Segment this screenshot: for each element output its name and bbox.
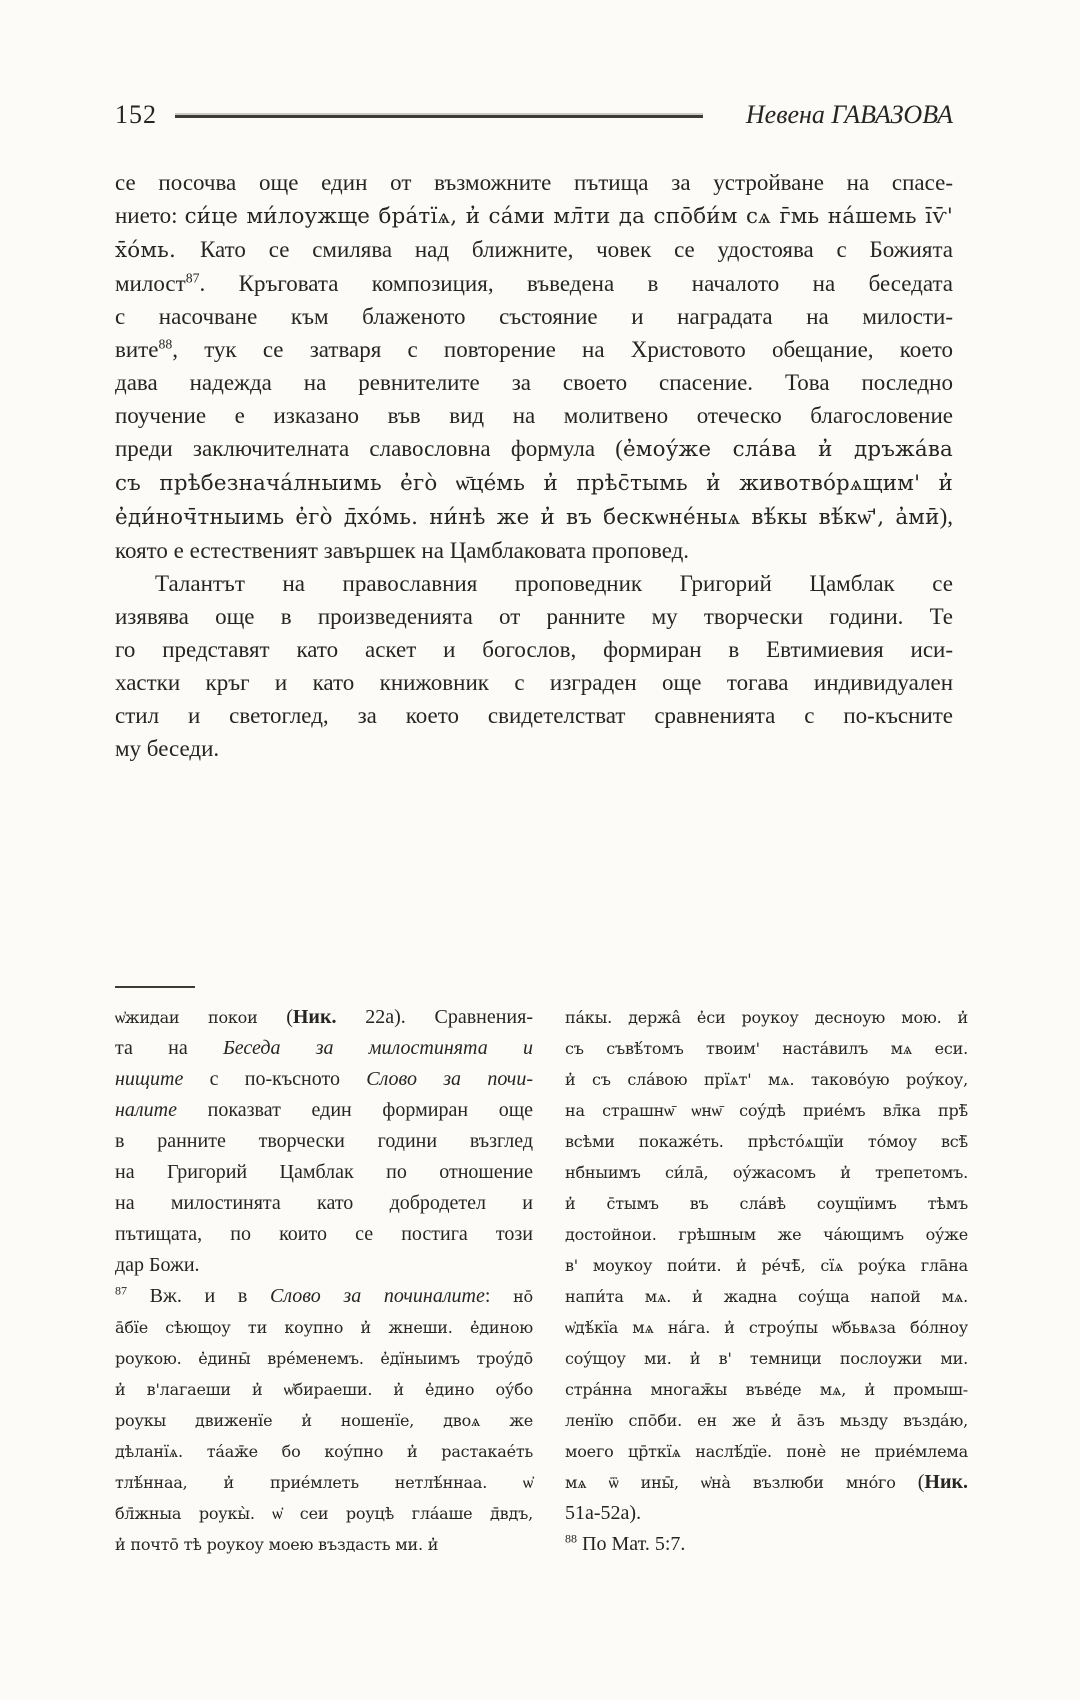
footnote-line: соу́щоу ми. и̓ в' темници послоужи ми.: [565, 1349, 968, 1368]
page-header: [115, 100, 953, 130]
footnote-line: ѡ̓дѣ́кїа мѧ на́га. и̓ строу́пы ѡ̓бьвѧза бо́лноу: [565, 1318, 968, 1337]
footnote-line: в' моукоу пои́ти. и̓ ре́чѣ̄, сїѧ роу́ка гла̄на: [565, 1256, 968, 1275]
footnote-line: $^{88}$ По Мат. 5:7.: [565, 1531, 686, 1555]
header-rule: [175, 115, 703, 118]
footnote-line: дар Божи.: [115, 1254, 200, 1276]
footnote-line: па́кы. держа̂ е̓си роукоу десноую мою. и̓: [565, 1008, 968, 1027]
body-text-line: му беседи.: [115, 736, 220, 761]
footnote-line: 51а-52а).: [565, 1502, 642, 1524]
footnote-line: в ранните творчески години възглед: [115, 1130, 533, 1152]
body-text-line: го представят като аскет и богослов, формиран в Евтимиевия иси-: [115, 637, 953, 662]
body-text-line: която е естественият завършек на Цамблаковата проповед.: [115, 538, 690, 563]
footnote-line: нб̄ныимъ си́ла̄, оу́жасомъ и̓ трепетомъ.: [565, 1163, 968, 1182]
footnote-line: ѡ̓жидаи покои (Ник. 22а). Сравнения-: [115, 1006, 533, 1028]
body-text-line: вите$^{88}$, тук се затваря с повторение на Христовото обещание, което: [115, 336, 953, 362]
footnote-line: та на Беседа за милостинята и: [115, 1037, 533, 1059]
footnote-rule: [115, 986, 195, 988]
body-text-line: Талантът на православния проповедник Григорий Цамблак се: [155, 571, 953, 596]
footnote-line: и̓ с̄тымъ въ сла́вѣ соущїимъ тѣмъ: [565, 1194, 968, 1213]
running-head-author: Невена ГАВАЗОВА: [745, 100, 953, 129]
footnote-left-lines: [115, 1002, 533, 1560]
body-text-line: е̓ди́ноч̄тныимь е̓го̀ д̄хо́мь. ни́нѣ же и̓ въ бескѡне́ныѧ вѣ́кы вѣ́кѡ̄', а̓мӣ),: [115, 504, 953, 530]
footnote-line: достойнои. грѣшным же ча́ющимъ оу́же: [565, 1225, 968, 1244]
footnote-line: мѧ ѿ ины̄, ѡ̓на̀ възлюби мно́го (Ник.: [565, 1471, 968, 1493]
footnote-line: съ съвѣ́томъ твоим' наста́вилъ мѧ еси.: [565, 1039, 968, 1058]
body-text-line: съ прѣбезнача́лныимь е̓го̀ ѡ̄це́мь и̓ прѣс̄тымь и̓ животво́рѧщим' и̓: [115, 471, 953, 496]
body-text-line: поучение е изказано във вид на молитвено отеческо благословение: [115, 403, 953, 428]
body-text-line: изявява още в произведенията от ранните му творчески години. Те: [115, 604, 953, 629]
footnote-line: стра́нна многаж̄ы въве́де мѧ, и̓ промыш-: [565, 1380, 968, 1399]
footnote-line: и̓ почто̄ тѣ роукоу моею въздасть ми. и̓: [115, 1535, 439, 1554]
footnote-line: пътищата, по които се постига този: [115, 1223, 533, 1245]
footnote-line: на страшнѡ̄ ѡнѡ̄ соу́дѣ прие́мъ вл̄ка прѣ̄: [565, 1101, 968, 1120]
footnote-line: роукы движенїе и̓ ношенїе, двоѧ же: [115, 1411, 533, 1430]
footnote-line: налите показват един формиран още: [115, 1099, 533, 1121]
footnote-line: напи́та мѧ. и̓ жадна соу́ща напой мѧ.: [565, 1287, 968, 1306]
footnote-line: всѣми покаже́ть. прѣсто́ѧщїи то́моу всѣ̄: [565, 1132, 968, 1151]
footnote-line: $^{87}$ Вж. и в Слово за починалите: но̄: [115, 1283, 533, 1307]
footnote-line: и̓ съ сла́вою прїѧт' мѧ. таково́ую роу́коу,: [565, 1070, 968, 1089]
body-text: [115, 166, 953, 765]
footnote-line: бл̄жныа роукы̀. ѡ̓ сеи роуцѣ гла́аше д̄вдъ,: [115, 1504, 533, 1523]
footnote-line: на милостинята като добродетел и: [115, 1192, 533, 1214]
footnote-line: и̓ в'лагаеши и̓ ѡ̓бираеши. и̓ е̓дино оу́бо: [115, 1380, 533, 1399]
body-text-line: милост$^{87}$. Кръговата композиция, въведена в началото на беседата: [115, 270, 953, 296]
body-text-line: х̄о́мь. Като се смилява над ближните, човек се удостоява с Божията: [115, 237, 953, 263]
page-number: 152: [115, 100, 157, 129]
footnote-column-left: [115, 1002, 533, 1560]
body-text-line: се посочва още един от възможните пътища за устройване на спасе-: [115, 170, 953, 195]
body-text-line: хастки кръг и като книжовник с изграден още тогава индивидуален: [115, 670, 953, 695]
body-text-line: дава надежда на ревнителите за своето спасение. Това последно: [115, 370, 953, 395]
footnote-column-right: [565, 1002, 968, 1560]
body-text-line: с насочване към блаженото състояние и наградата на милости-: [115, 304, 953, 329]
body-text-line: преди заключителната славословна формула (е̓моу́же сла́ва и̓ дръжа́ва: [115, 436, 954, 462]
footnote-line: тлѣ́ннаа, и̓ прие́млеть нетлѣ́ннаа. ѡ̓: [115, 1473, 533, 1492]
body-text-line: нието: си́це ми́лоужще бра́тїѧ, и̓ са́ми мл̄ти да спо̄би́м сѧ г̄мь на́шемь і̄ѵ̄': [115, 203, 953, 229]
footnote-line: на Григорий Цамблак по отношение: [115, 1161, 533, 1183]
footnote-line: моего цр̄ткїѧ наслѣ́дїе. понѐ не прие́млема: [565, 1442, 968, 1461]
footnote-line: роукою. е̓дины̄ вре́менемъ. е̓дїныимъ троу́до̄: [115, 1349, 533, 1368]
footnote-line: ленїю спо̄би. ен же и̓ а̄зъ мьзду възда́ю,: [565, 1411, 968, 1430]
footnote-line: дѣланїѧ. та́аж̄е бо коу́пно и̓ растакае́ть: [115, 1442, 533, 1461]
body-text-line: стил и светоглед, за което свидетелстват сравненията с по-късните: [115, 703, 953, 728]
footnotes-section: [115, 1002, 968, 1560]
footnote-line: а̄бїе сѣющоу ти коупно и̓ жнеши. е̓диною: [115, 1318, 533, 1337]
footnote-line: нищите с по-късното Слово за почи-: [115, 1068, 533, 1090]
